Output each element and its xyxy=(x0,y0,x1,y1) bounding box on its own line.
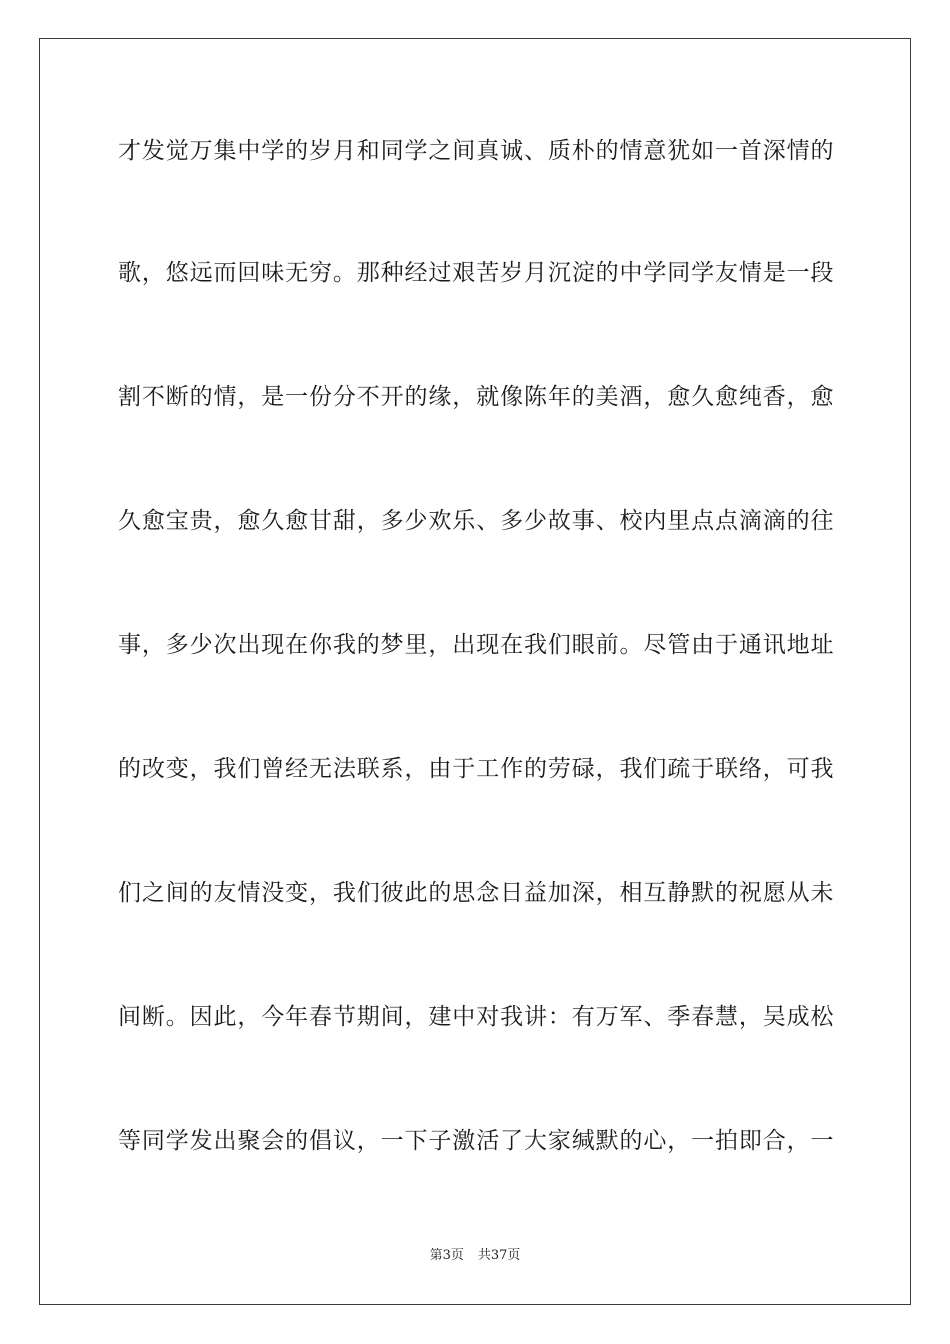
text-line: 事，多少次出现在你我的梦里，出现在我们眼前。尽管由于通讯地址 xyxy=(118,632,834,658)
page-number: 第3页 xyxy=(429,1248,464,1263)
page-footer xyxy=(0,1246,950,1266)
text-line: 割不断的情，是一份分不开的缘，就像陈年的美酒，愈久愈纯香，愈 xyxy=(118,384,834,410)
text-line: 歌，悠远而回味无穷。那种经过艰苦岁月沉淀的中学同学友情是一段 xyxy=(118,260,834,286)
page-border xyxy=(39,38,911,1305)
text-line: 们之间的友情没变，我们彼此的思念日益加深，相互静默的祝愿从未 xyxy=(118,880,834,906)
page-total: 共37页 xyxy=(477,1248,521,1263)
text-line: 久愈宝贵，愈久愈甘甜，多少欢乐、多少故事、校内里点点滴滴的往 xyxy=(118,508,834,534)
text-line: 等同学发出聚会的倡议，一下子激活了大家缄默的心，一拍即合，一 xyxy=(118,1128,834,1154)
text-line: 间断。因此，今年春节期间，建中对我讲：有万军、季春慧，吴成松 xyxy=(118,1004,834,1030)
text-line: 的改变，我们曾经无法联系，由于工作的劳碌，我们疏于联络，可我 xyxy=(118,756,834,782)
text-line: 才发觉万集中学的岁月和同学之间真诚、质朴的情意犹如一首深情的 xyxy=(118,138,834,164)
